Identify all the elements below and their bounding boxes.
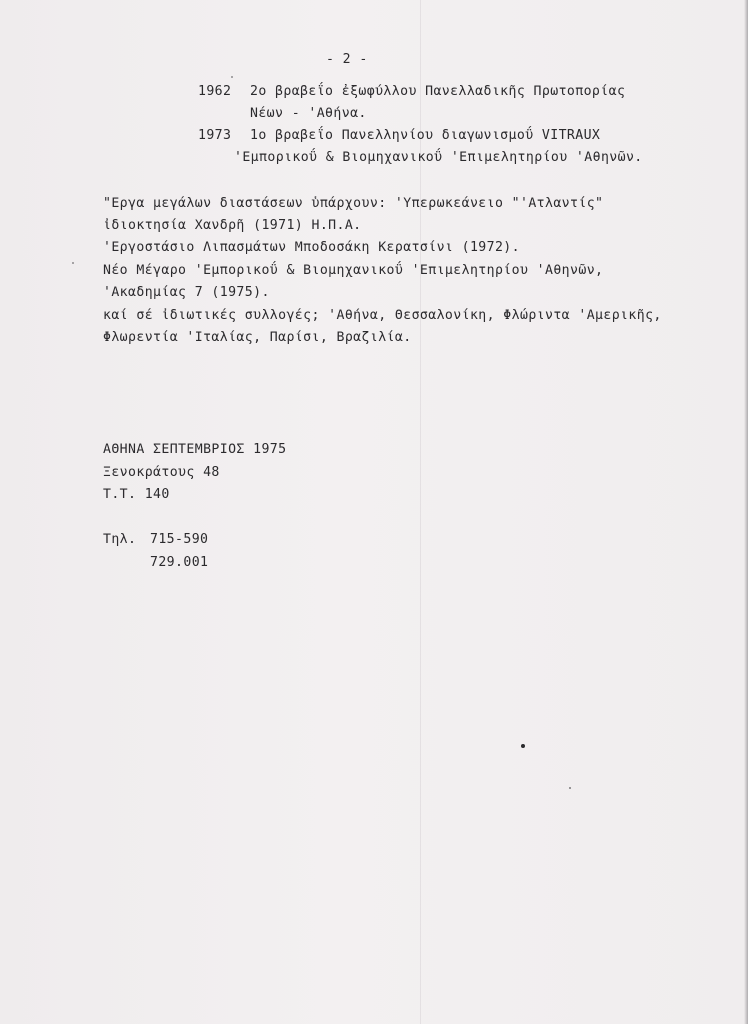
- award-1962-line-2: Νέων - 'Αθήνα.: [250, 106, 367, 121]
- works-line-5: 'Ακαδημίας 7 (1975).: [103, 285, 270, 300]
- street-address: Ξενοκράτους 48: [103, 465, 220, 480]
- ink-speck: [231, 76, 233, 78]
- phone-label: Τηλ.: [103, 532, 137, 547]
- postal-code: Τ.Τ. 140: [103, 487, 170, 502]
- works-line-6: καί σέ ἰδιωτικές συλλογές; 'Αθήνα, Θεσσαλονίκη, Φλώριντα 'Αμερικῆς,: [103, 308, 662, 323]
- page-number: - 2 -: [326, 52, 368, 67]
- award-1973-line-1: 1ο βραβεΐο Πανελληνίου διαγωνισμοΰ VITRAUX: [250, 128, 601, 143]
- works-line-1: "Εργα μεγάλων διαστάσεων ὑπάρχουν: 'Υπερωκεάνειο "'Ατλαντίς": [103, 196, 604, 211]
- ink-speck: [521, 744, 525, 748]
- phone-number-1: 715-590: [150, 532, 209, 547]
- works-line-3: 'Εργοστάσιο Λιπασμάτων Μποδοσάκη Κερατσίνι (1972).: [103, 240, 520, 255]
- award-year-1973: 1973: [198, 128, 232, 143]
- ink-speck: [72, 262, 74, 264]
- phone-number-2: 729.001: [150, 555, 209, 570]
- award-1973-line-2: 'Εμπορικοΰ & Βιομηχανικοΰ 'Επιμελητηρίου 'Αθηνῶν.: [234, 150, 643, 165]
- award-year-1962: 1962: [198, 84, 232, 99]
- works-line-4: Νέο Μέγαρο 'Εμπορικοΰ & Βιομηχανικοΰ 'Επιμελητηρίου 'Αθηνῶν,: [103, 263, 604, 278]
- award-1962-line-1: 2ο βραβεΐο ἐξωφύλλου Πανελλαδικῆς Πρωτοπορίας: [250, 84, 626, 99]
- works-line-2: ἰδιοκτησία Χανδρῆ (1971) Η.Π.Α.: [103, 218, 362, 233]
- works-line-7: Φλωρεντία 'Ιταλίας, Παρίσι, Βραζιλία.: [103, 330, 412, 345]
- paper-right-edge: [744, 0, 748, 1024]
- place-date: ΑΘΗΝΑ ΣΕΠΤΕΜΒΡΙΟΣ 1975: [103, 442, 287, 457]
- ink-speck: [569, 787, 571, 789]
